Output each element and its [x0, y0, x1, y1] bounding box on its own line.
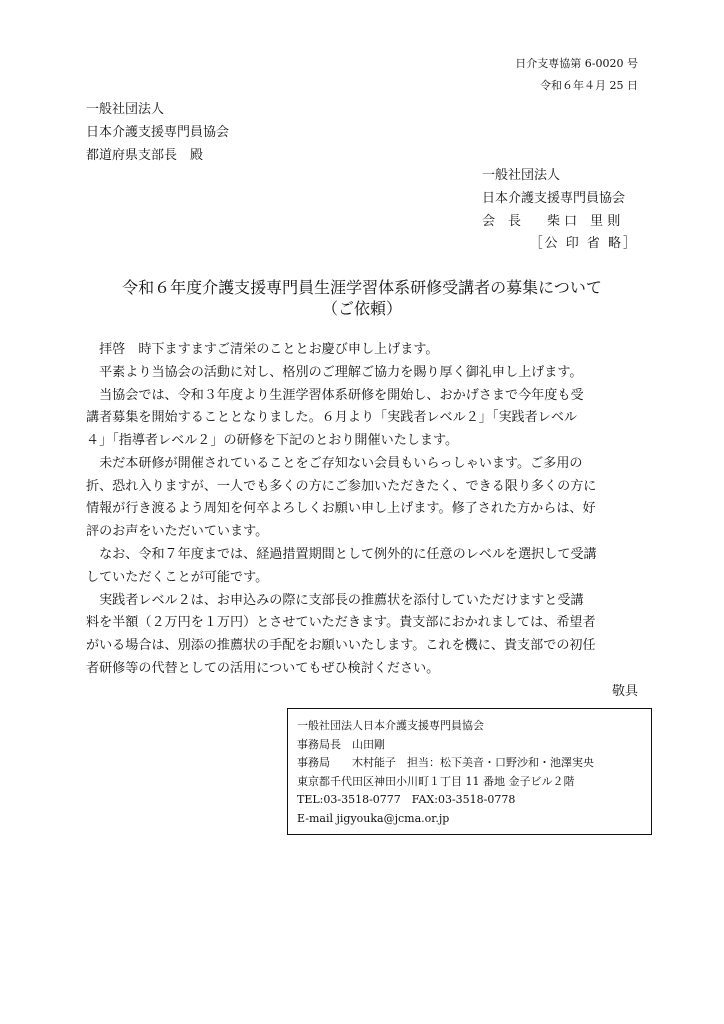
body-line: 情報が行き渡るよう周知を何卒よろしくお願い申し上げます。修了された方からは、好: [86, 501, 596, 516]
body-line: がいる場合は、別添の推薦状の手配をお願いいたします。これを機に、貴支部での初任: [86, 638, 596, 653]
contact-email: E-mail jigyouka@jcma.or.jp: [297, 811, 450, 825]
sender-line-1: 一般社団法人: [482, 168, 561, 183]
body-line: していただくことが可能です。: [86, 570, 269, 585]
body-line: 折、恐れ入りますが、一人でも多くの方にご参加いただきたく、できる限り多くの方に: [86, 479, 597, 494]
sender-line-2: 日本介護支援専門員協会: [482, 191, 626, 206]
document-number: 日介支専協第 6-0020 号: [515, 57, 638, 70]
recipient-line-3: 都道府県支部長 殿: [86, 148, 204, 163]
body-line: 講者募集を開始することとなりました。６月より「実践者レベル２」「実践者レベル: [86, 410, 578, 425]
recipient-line-1: 一般社団法人: [86, 102, 165, 117]
body-line: 評のお声をいただいています。: [86, 524, 269, 539]
seal-omitted-note: ［公 印 省 略］: [529, 236, 638, 251]
body-line: 未だ本研修が開催されていることをご存知ない会員もいらっしゃいます。ご多用の: [86, 456, 583, 471]
contact-address: 東京都千代田区神田小川町１丁目 11 番地 金子ビル２階: [297, 774, 575, 788]
letter-subtitle: （ご依頼）: [321, 299, 402, 318]
body-line: 実践者レベル２は、お申込みの際に支部長の推薦状を添付していただけますと受講: [86, 593, 584, 608]
contact-phone-fax: TEL:03-3518-0777 FAX:03-3518-0778: [297, 793, 516, 807]
contact-staff: 事務局 木村能子 担当：松下美音・口野沙和・池澤実央: [297, 756, 594, 770]
body-line: 平素より当協会の活動に対し、格別のご理解ご協力を賜り厚く御礼申し上げます。: [86, 365, 583, 380]
body-line: 当協会では、令和３年度より生涯学習体系研修を開始し、おかげさまで今年度も受: [86, 388, 584, 403]
contact-organization: 一般社団法人日本介護支援専門員協会: [297, 719, 484, 732]
contact-box: [287, 708, 652, 835]
closing-keigu: 敬具: [611, 684, 638, 699]
letter-title: 令和６年度介護支援専門員生涯学習体系研修受講者の募集について: [122, 278, 602, 297]
contact-director: 事務局長 山田剛: [297, 737, 385, 751]
body-line: ４」「指導者レベル２」の研修を下記のとおり開催いたします。: [86, 433, 459, 448]
body-line: 拝啓 時下ますますご清栄のこととお慶び申し上げます。: [86, 342, 439, 357]
body-line: 料を半額（２万円を１万円）とさせていただきます。貴支部におかれましては、希望者: [86, 615, 596, 630]
body-line: 者研修等の代替としての活用についてもぜひ検討ください。: [86, 661, 440, 676]
recipient-line-2: 日本介護支援専門員協会: [86, 125, 230, 140]
body-line: なお、令和７年度までは、経過措置期間として例外的に任意のレベルを選択して受講: [86, 547, 597, 562]
sender-line-3: 会 長 柴 口 里 則: [482, 214, 621, 229]
document-date: 令和６年４月 25 日: [540, 79, 638, 92]
